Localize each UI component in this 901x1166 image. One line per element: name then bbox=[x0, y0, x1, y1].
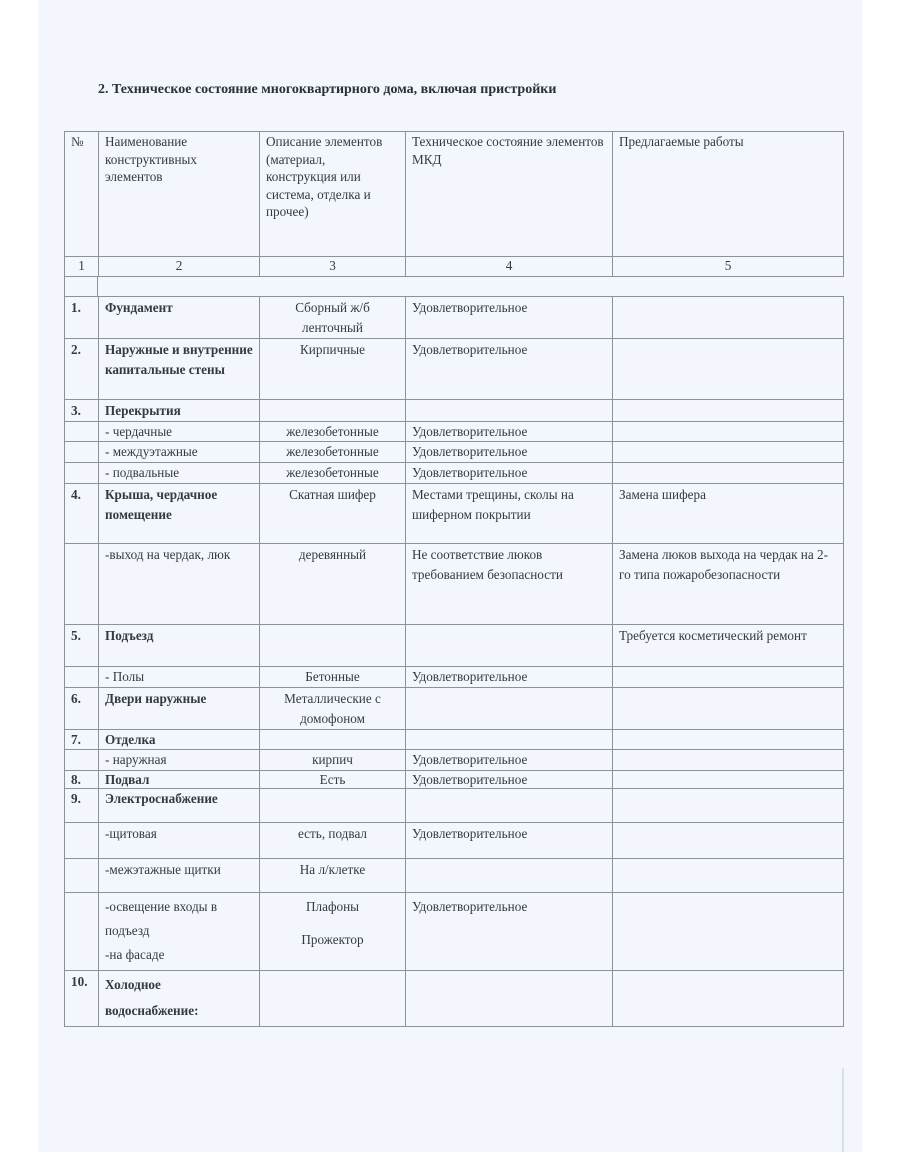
table-row bbox=[65, 484, 844, 544]
row-num bbox=[65, 823, 99, 859]
row-description-line: Плафоны bbox=[305, 899, 359, 914]
row-works bbox=[613, 442, 844, 463]
row-name: -выход на чердак, люк bbox=[99, 544, 260, 625]
row-description: Сборный ж/б ленточный bbox=[260, 297, 406, 339]
row-description: На л/клетке bbox=[260, 859, 406, 893]
row-num: 4. bbox=[65, 484, 99, 544]
row-description-line: Прожектор bbox=[301, 932, 364, 947]
row-description bbox=[260, 400, 406, 422]
row-name: - Полы bbox=[99, 667, 260, 688]
row-condition: Удовлетворительное bbox=[406, 463, 613, 484]
row-name: Подвал bbox=[99, 771, 260, 789]
table-row bbox=[65, 971, 844, 1027]
row-description: есть, подвал bbox=[260, 823, 406, 859]
header-name: Наименование конструктивных элементов bbox=[99, 132, 260, 257]
row-description: Бетонные bbox=[260, 667, 406, 688]
row-condition bbox=[406, 625, 613, 667]
row-name: Крыша, чердачное помещение bbox=[99, 484, 260, 544]
row-num bbox=[65, 893, 99, 971]
row-name: Отделка bbox=[99, 730, 260, 750]
row-condition bbox=[406, 971, 613, 1027]
row-description: железобетонные bbox=[260, 422, 406, 442]
row-name bbox=[99, 971, 260, 1027]
row-num bbox=[65, 422, 99, 442]
row-description bbox=[260, 625, 406, 667]
row-works bbox=[613, 688, 844, 730]
row-works bbox=[613, 463, 844, 484]
table-row bbox=[65, 400, 844, 422]
row-num: 8. bbox=[65, 771, 99, 789]
table-row bbox=[65, 463, 844, 484]
row-name-line: Холодное bbox=[105, 977, 161, 992]
row-description: железобетонные bbox=[260, 463, 406, 484]
row-works bbox=[613, 422, 844, 442]
row-name-line: подъезд bbox=[105, 923, 150, 938]
row-description: Кирпичные bbox=[260, 339, 406, 400]
table-spacer-row bbox=[64, 276, 98, 296]
row-condition: Удовлетворительное bbox=[406, 442, 613, 463]
table-row bbox=[65, 544, 844, 625]
header-row bbox=[65, 132, 844, 257]
row-name: Электроснабжение bbox=[99, 789, 260, 823]
column-numbers-row bbox=[65, 257, 844, 277]
row-description bbox=[260, 893, 406, 971]
row-works: Замена люков выхода на чердак на 2-го типа пожаробезопасности bbox=[613, 544, 844, 625]
table-row bbox=[65, 771, 844, 789]
row-name: -межэтажные щитки bbox=[99, 859, 260, 893]
row-num bbox=[65, 750, 99, 771]
table-row bbox=[65, 750, 844, 771]
row-works bbox=[613, 823, 844, 859]
row-works bbox=[613, 339, 844, 400]
table-row bbox=[65, 789, 844, 823]
header-table bbox=[64, 131, 844, 277]
row-num: 1. bbox=[65, 297, 99, 339]
row-works bbox=[613, 297, 844, 339]
table-row bbox=[65, 667, 844, 688]
row-condition: Удовлетворительное bbox=[406, 750, 613, 771]
row-num bbox=[65, 463, 99, 484]
table-row bbox=[65, 625, 844, 667]
scan-artifact-line bbox=[842, 1068, 844, 1152]
header-works: Предлагаемые работы bbox=[613, 132, 844, 257]
row-name: - подвальные bbox=[99, 463, 260, 484]
column-number: 4 bbox=[406, 257, 613, 277]
row-works bbox=[613, 667, 844, 688]
row-name: Наружные и внутренние капитальные стены bbox=[99, 339, 260, 400]
row-works bbox=[613, 771, 844, 789]
header-num: № bbox=[65, 132, 99, 257]
table-row bbox=[65, 339, 844, 400]
table-row bbox=[65, 442, 844, 463]
row-description: Скатная шифер bbox=[260, 484, 406, 544]
header-description: Описание элементов (материал, конструкция или система, отделка и прочее) bbox=[260, 132, 406, 257]
row-works bbox=[613, 893, 844, 971]
table-row bbox=[65, 893, 844, 971]
row-condition bbox=[406, 730, 613, 750]
row-description: Металлические с домофоном bbox=[260, 688, 406, 730]
row-name-line: -освещение входы в bbox=[105, 899, 218, 914]
row-works bbox=[613, 789, 844, 823]
row-description: кирпич bbox=[260, 750, 406, 771]
table-row bbox=[65, 297, 844, 339]
table-row bbox=[65, 422, 844, 442]
row-works bbox=[613, 859, 844, 893]
column-number: 1 bbox=[65, 257, 99, 277]
row-condition bbox=[406, 688, 613, 730]
row-condition: Удовлетворительное bbox=[406, 339, 613, 400]
row-num bbox=[65, 859, 99, 893]
row-works bbox=[613, 400, 844, 422]
row-num: 5. bbox=[65, 625, 99, 667]
row-description bbox=[260, 730, 406, 750]
row-description bbox=[260, 789, 406, 823]
column-number: 5 bbox=[613, 257, 844, 277]
table-row bbox=[65, 688, 844, 730]
row-works bbox=[613, 750, 844, 771]
row-condition: Удовлетворительное bbox=[406, 667, 613, 688]
row-name: -щитовая bbox=[99, 823, 260, 859]
row-name: - наружная bbox=[99, 750, 260, 771]
row-works: Замена шифера bbox=[613, 484, 844, 544]
condition-table bbox=[64, 296, 844, 1027]
row-condition bbox=[406, 789, 613, 823]
row-name: - междуэтажные bbox=[99, 442, 260, 463]
header-condition: Техническое состояние элементов МКД bbox=[406, 132, 613, 257]
row-condition: Удовлетворительное bbox=[406, 823, 613, 859]
row-name: Перекрытия bbox=[99, 400, 260, 422]
row-condition: Удовлетворительное bbox=[406, 893, 613, 971]
row-num bbox=[65, 544, 99, 625]
row-num bbox=[65, 667, 99, 688]
row-num: 2. bbox=[65, 339, 99, 400]
row-num: 9. bbox=[65, 789, 99, 823]
row-name: Двери наружные bbox=[99, 688, 260, 730]
row-description: Есть bbox=[260, 771, 406, 789]
column-number: 2 bbox=[99, 257, 260, 277]
row-num bbox=[65, 442, 99, 463]
row-works: Требуется косметический ремонт bbox=[613, 625, 844, 667]
row-num: 6. bbox=[65, 688, 99, 730]
row-name: Подъезд bbox=[99, 625, 260, 667]
row-condition: Удовлетворительное bbox=[406, 297, 613, 339]
row-works bbox=[613, 730, 844, 750]
column-number: 3 bbox=[260, 257, 406, 277]
row-works bbox=[613, 971, 844, 1027]
row-description: железобетонные bbox=[260, 442, 406, 463]
table-row bbox=[65, 859, 844, 893]
table-row bbox=[65, 730, 844, 750]
row-condition: Местами трещины, сколы на шиферном покрытии bbox=[406, 484, 613, 544]
table-row bbox=[65, 823, 844, 859]
row-num: 10. bbox=[65, 971, 99, 1027]
row-name: - чердачные bbox=[99, 422, 260, 442]
row-condition: Не соответствие люков требованием безопасности bbox=[406, 544, 613, 625]
section-title: 2. Техническое состояние многоквартирного дома, включая пристройки bbox=[98, 82, 557, 97]
row-condition: Удовлетворительное bbox=[406, 422, 613, 442]
row-condition bbox=[406, 400, 613, 422]
row-description bbox=[260, 971, 406, 1027]
row-condition: Удовлетворительное bbox=[406, 771, 613, 789]
row-description: деревянный bbox=[260, 544, 406, 625]
row-condition bbox=[406, 859, 613, 893]
row-name-line: водоснабжение: bbox=[105, 1003, 199, 1018]
row-name-line: -на фасаде bbox=[105, 947, 165, 962]
row-num: 7. bbox=[65, 730, 99, 750]
row-name: Фундамент bbox=[99, 297, 260, 339]
row-num: 3. bbox=[65, 400, 99, 422]
row-name bbox=[99, 893, 260, 971]
